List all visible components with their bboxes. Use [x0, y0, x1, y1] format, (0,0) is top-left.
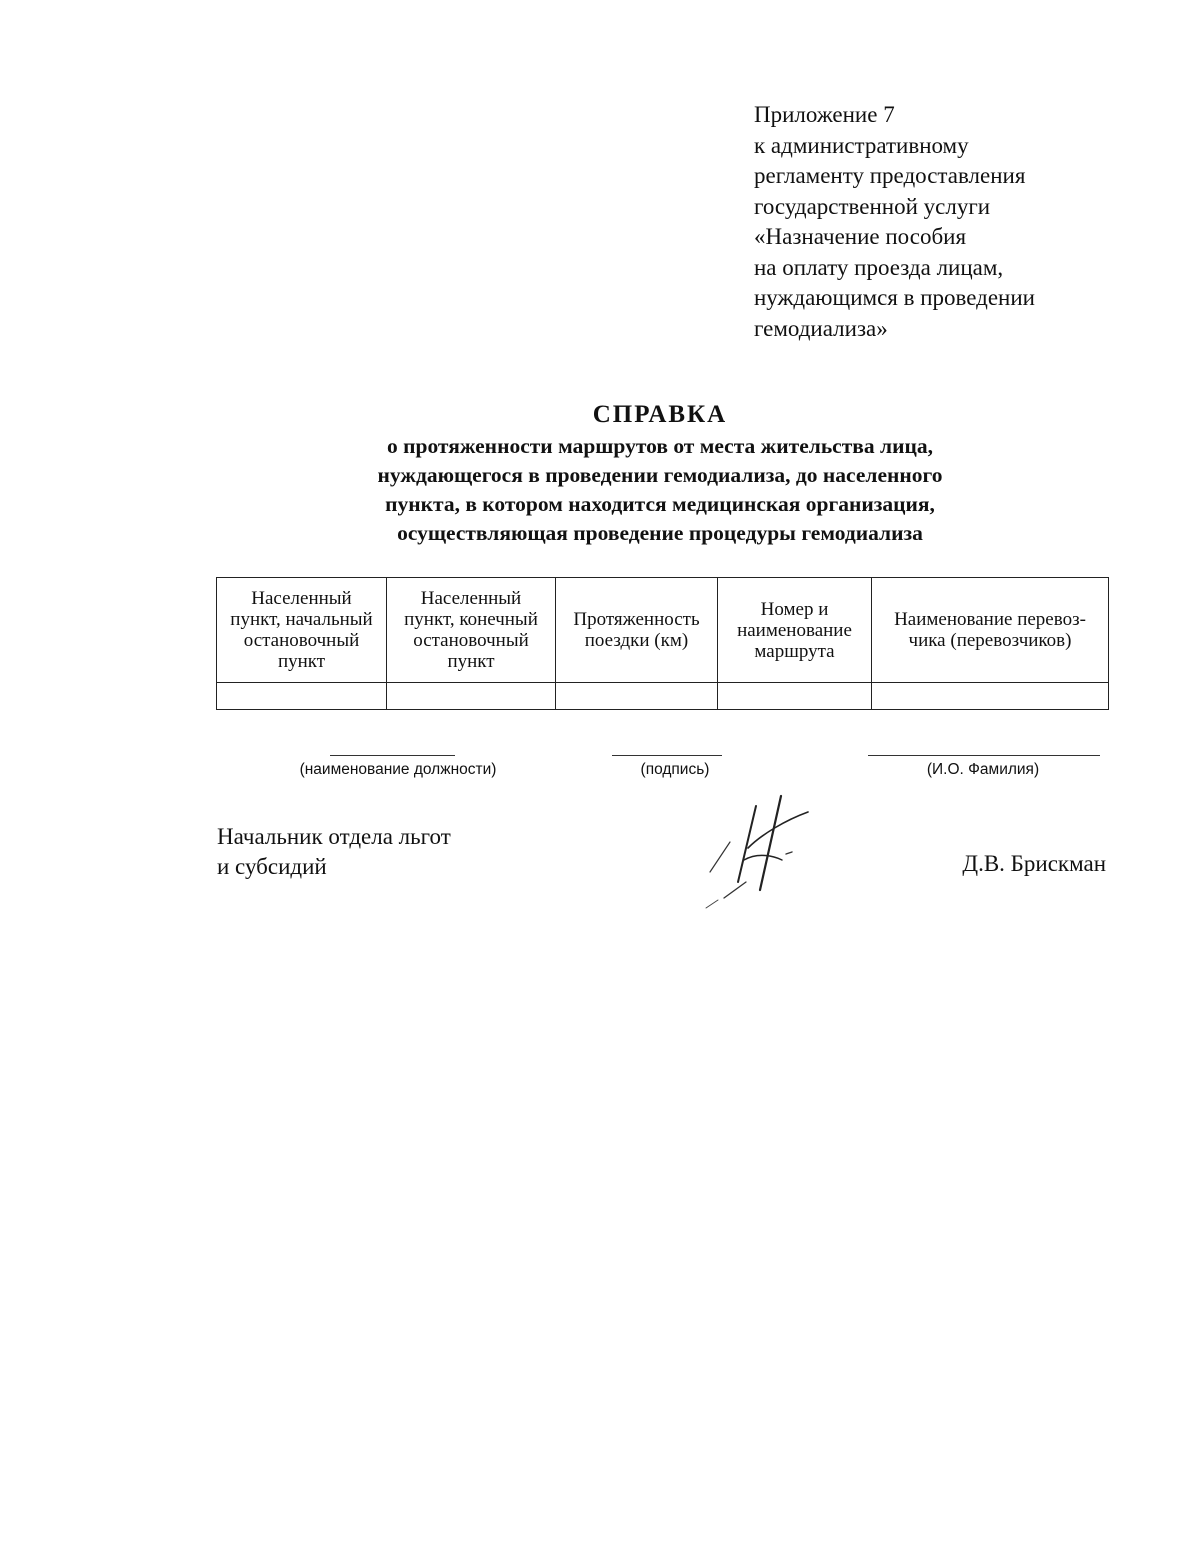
header-text: чика (перевозчиков): [908, 630, 1072, 651]
handwritten-signature: [690, 790, 820, 915]
header-text: Наименование перевоз-: [894, 609, 1086, 630]
signatory-position: [217, 822, 451, 882]
signature-line: [612, 755, 722, 756]
document-subtitle-line: пункта, в котором находится медицинская организация,: [385, 492, 935, 516]
header-start-point: [217, 578, 387, 683]
annex-line: Приложение 7: [754, 102, 895, 127]
header-text: пункт: [447, 651, 495, 672]
table-row: [217, 683, 1109, 710]
table-header-row: [217, 578, 1109, 683]
header-text: остановочный: [413, 630, 529, 651]
header-carrier: [872, 578, 1109, 683]
name-caption: (И.О. Фамилия): [926, 761, 1040, 778]
table-cell-empty: [872, 683, 1109, 710]
document-heading: [200, 398, 1120, 548]
table-cell-empty: [556, 683, 718, 710]
annex-reference: [754, 100, 1154, 344]
header-text: Протяженность: [573, 609, 700, 630]
signatory-position-line: и субсидий: [217, 854, 327, 879]
signatory-name: Д.В. Брискман: [962, 851, 1106, 876]
position-signature-line: [330, 755, 455, 756]
header-text: Населенный: [251, 588, 352, 609]
routes-table: [216, 577, 1109, 710]
header-text: наименование: [737, 619, 852, 641]
header-route: [718, 578, 872, 683]
annex-line: к административному: [754, 132, 969, 158]
header-distance: [556, 578, 718, 683]
document-subtitle-line: нуждающегося в проведении гемодиализа, до населенного: [377, 463, 943, 487]
annex-line: гемодиализа»: [754, 315, 888, 341]
annex-line: «Назначение пособия: [754, 224, 967, 249]
annex-line: нуждающимся в проведении: [754, 285, 1035, 310]
document-title: СПРАВКА: [592, 401, 728, 428]
document-subtitle-line: осуществляющая проведение процедуры гемодиализа: [397, 521, 923, 545]
header-text: остановочный: [243, 630, 360, 651]
annex-line: государственной услуги: [754, 193, 991, 219]
header-text: пункт, конечный: [404, 609, 538, 630]
table-cell-empty: [718, 683, 872, 710]
header-text: поездки (км): [584, 630, 689, 651]
annex-line: на оплату проезда лицам,: [754, 254, 1004, 280]
header-text: пункт, начальный: [230, 609, 373, 630]
table-cell-empty: [387, 683, 556, 710]
header-text: пункт: [277, 651, 326, 672]
signature-caption: (подпись): [640, 761, 710, 778]
signatory-position-line: Начальник отдела льгот: [217, 824, 451, 849]
position-caption: (наименование должности): [299, 761, 497, 778]
table-cell-empty: [217, 683, 387, 710]
header-text: Населенный: [420, 588, 522, 609]
header-end-point: [387, 578, 556, 683]
annex-line: регламенту предоставления: [754, 163, 1026, 188]
header-text: маршрута: [754, 640, 835, 662]
name-signature-line: [868, 755, 1100, 756]
header-text: Номер и: [760, 598, 829, 620]
document-subtitle-line: о протяженности маршрутов от места жительства лица,: [386, 434, 933, 458]
